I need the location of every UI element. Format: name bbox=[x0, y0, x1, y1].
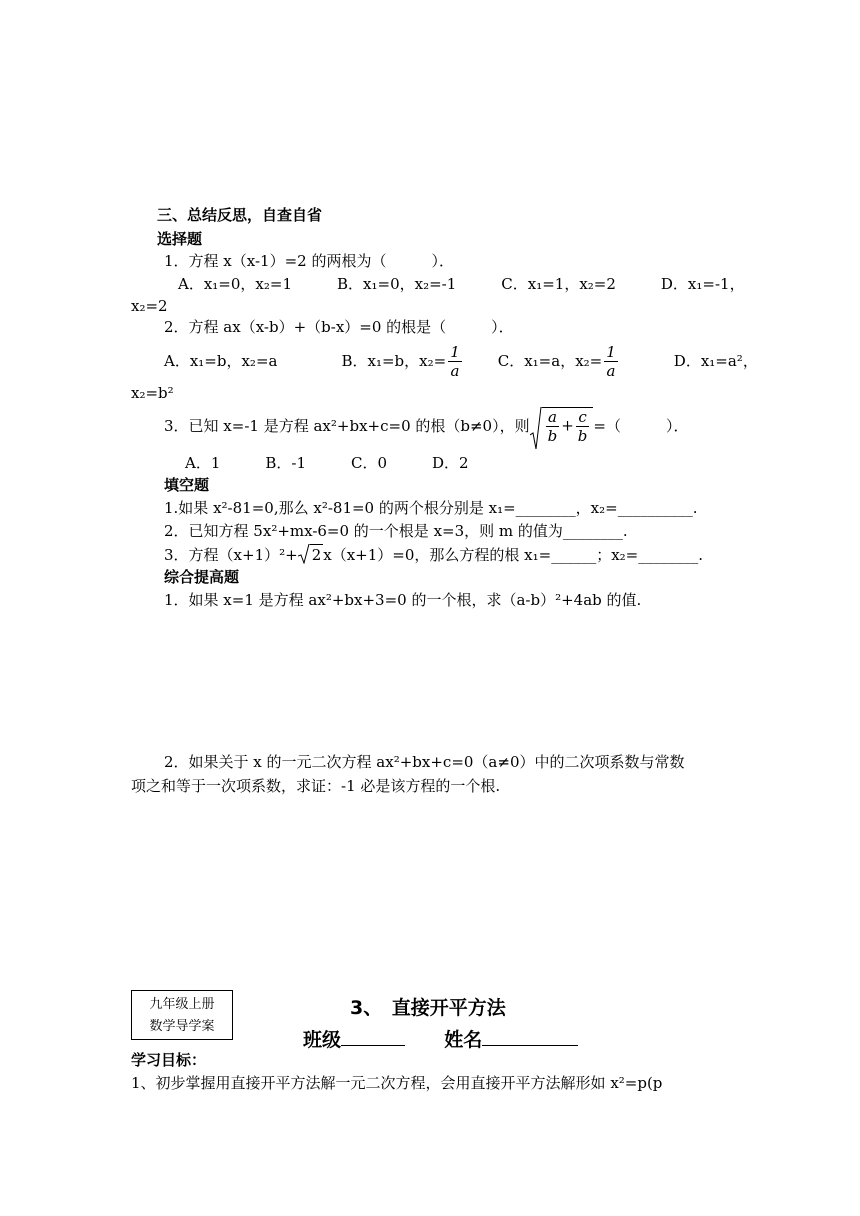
fill-heading: 填空题 bbox=[164, 476, 210, 494]
choice-q1-wrap: x₂=2 bbox=[131, 297, 168, 315]
class-blank bbox=[341, 1027, 405, 1046]
choice-q2-option-b: B．x₁=b，x₂= bbox=[341, 352, 447, 370]
choice-heading: 选择题 bbox=[157, 230, 203, 248]
grade-box-line1: 九年级上册 bbox=[149, 997, 215, 1012]
name-blank bbox=[482, 1027, 578, 1046]
choice-q3-stem-end: =（ ）． bbox=[593, 417, 689, 435]
name-label: 姓名 bbox=[444, 1029, 483, 1051]
fill-q3-pre: 3．方程（x+1）²+ bbox=[164, 545, 298, 564]
lesson-title: 3、 直接开平方法 bbox=[350, 997, 506, 1019]
goal-1: 1、初步掌握用直接开平方法解一元二次方程，会用直接开平方法解形如 x²=p(p bbox=[131, 1074, 663, 1092]
advanced-q1: 1．如果 x=1 是方程 ax²+bx+3=0 的一个根，求（a-b）²+4ab 的值. bbox=[164, 591, 642, 609]
advanced-q2-line1: 2．如果关于 x 的一元二次方程 ax²+bx+c=0（a≠0）中的二次项系数与常数 bbox=[164, 753, 685, 771]
choice-q3-sqrt: $\frac{a}{b}$ + $\frac{c}{b}$ bbox=[530, 407, 594, 445]
class-label: 班级 bbox=[303, 1029, 342, 1051]
choice-q3-stem-text: 3．已知 x=-1 是方程 ax²+bx+c=0 的根（b≠0），则 bbox=[164, 417, 530, 435]
class-name-line bbox=[303, 1025, 578, 1052]
choice-q3-options: A．1 B．-1 C．0 D．2 bbox=[185, 454, 469, 472]
fill-q3-sqrt: 2 bbox=[298, 544, 324, 565]
choice-q2-fraction-c: $\frac{1}{a}$ bbox=[606, 342, 616, 380]
choice-q1-stem: 1．方程 x（x-1）=2 的两根为（ ）． bbox=[164, 252, 454, 270]
choice-q2-options bbox=[164, 340, 758, 382]
choice-q2-stem: 2．方程 ax（x-b）+（b-x）=0 的根是（ ）． bbox=[164, 318, 514, 336]
section-heading: 三、总结反思，自查自省 bbox=[157, 206, 323, 224]
choice-q3-stem bbox=[164, 404, 688, 448]
choice-q2-option-a: A．x₁=b，x₂=a bbox=[164, 352, 278, 370]
choice-q1-options: A．x₁=0，x₂=1 B．x₁=0，x₂=-1 C．x₁=1，x₂=2 D．x₁=-1， bbox=[178, 275, 745, 293]
goals-heading: 学习目标： bbox=[131, 1051, 207, 1069]
fill-q3-post: x（x+1）=0，那么方程的根 x₁=______；x₂=________. bbox=[323, 545, 704, 564]
choice-q2-option-d: D．x₁=a²， bbox=[673, 352, 758, 370]
choice-q2-option-c: C．x₁=a，x₂= bbox=[497, 352, 603, 370]
advanced-q2-line2: 项之和等于一次项系数，求证：-1 必是该方程的一个根. bbox=[131, 777, 501, 795]
choice-q2-wrap: x₂=b² bbox=[131, 384, 174, 402]
fill-q3 bbox=[164, 544, 703, 565]
grade-box-line2: 数学导学案 bbox=[149, 1019, 215, 1034]
fill-q2: 2．已知方程 5x²+mx-6=0 的一个根是 x=3，则 m 的值为________. bbox=[164, 522, 628, 540]
choice-q2-fraction-b: $\frac{1}{a}$ bbox=[450, 342, 460, 380]
fill-q1: 1.如果 x²-81=0,那么 x²-81=0 的两个根分别是 x₁=________，x₂=__________. bbox=[164, 499, 698, 517]
advanced-heading: 综合提高题 bbox=[164, 568, 240, 586]
grade-box bbox=[131, 990, 233, 1040]
